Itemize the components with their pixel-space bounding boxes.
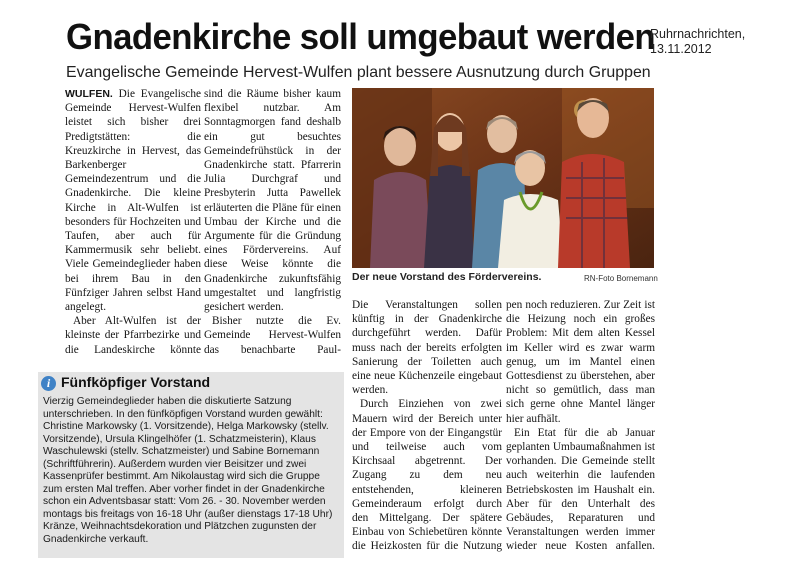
info-box-title: Fünfköpfiger Vorstand bbox=[61, 374, 211, 390]
paragraph: Die Veranstaltungen sollen künftig in der Gnadenkirche durchgeführt werden. Dafür muss nach der bereits erfolgten Sanierung der Toiletten auch eine neue Küchenzeile eingebaut werden. bbox=[352, 299, 502, 397]
publication-date: 13.11.2012 bbox=[650, 42, 712, 56]
paragraph: Aber Alt-Wulfen ist der kleinste der Pfarrbezirke und die Landeskirche könnte bbox=[65, 315, 201, 356]
article-column-1 bbox=[65, 87, 201, 357]
dateline: WULFEN. bbox=[65, 88, 113, 100]
source-name: Ruhrnachrichten, bbox=[650, 27, 746, 41]
paragraph: Ein Etat für die ab Januar geplanten Umbaumaßnahmen ist vorhanden. Die Gemeinde stellt auch weiterhin die laufenden Betriebskosten im Haushalt ein. Aber für den Unterhalt des Gebäudes, Reparaturen und Veranstaltungen werden immer wieder neue Kosten anfallen. bbox=[506, 426, 655, 553]
paragraph: Durch Einziehen von zwei Mauern wird der Bereich unter der Empore von der Eingangstür und teilweise auch vom Kirchsaal abgetrennt. Der Zugang zu dem neu entstehenden, kleineren Gemeinderaum erfolgt durch den Mittelgang. Der spätere Einbau von Schiebetüren könnte die Heizkosten für die Nutzung bbox=[352, 398, 502, 553]
article-column-3 bbox=[352, 298, 502, 553]
subheadline: Evangelische Gemeinde Hervest-Wulfen plant bessere Ausnutzung durch Gruppen bbox=[66, 64, 651, 81]
group-photo-image bbox=[352, 88, 654, 268]
paragraph: Bisher nutzte die Ev. Gemeinde Hervest-Wulfen das benachbarte Paul- bbox=[204, 315, 341, 356]
article-column-4 bbox=[506, 298, 655, 553]
info-icon: i bbox=[41, 376, 56, 391]
photo-caption: Der neue Vorstand des Fördervereins. bbox=[352, 271, 542, 283]
photo-credit: RN-Foto Bornemann bbox=[584, 274, 658, 283]
paragraph: pen noch reduzieren. Zur Zeit ist die Heizung noch ein großes Problem: Mit dem alten Kessel im Keller wird es zwar warm genug, um im Mantel einen Gottesdienst zu überstehen, aber nicht so gemütlich, dass man sich gerne ohne Mantel länger hier aufhält. bbox=[506, 299, 655, 425]
paragraph: sind die Räume bisher kaum flexibel nutzbar. Am Sonntagmorgen fand deshalb ein gut besuchtes Gemeindefrühstück in der Gnadenkirche statt. Pfarrerin Julia Durchgraf und Presbyterin Jutta Pawellek erläuterten die Pläne für einen Umbau der Kirche und die Argumente für die Gründung eines Fördervereins. Auf diese Weise könnte die Gnadenkirche zukunftsfähig umgestaltet und langfristig gesichert werden. bbox=[204, 88, 341, 314]
info-box-text: Vierzig Gemeindeglieder haben die diskutierte Satzung unterschrieben. In den fünfköpfigen Vorstand wurden gewählt: Christine Markowsky (1. Vorsitzende), Helga Markowsky (stellv. Vorsitzende), Ursula Klingelhöfer (1. Schatzmeisterin), Klaus Waschulewski (stellv. Schatzmeister) und Sabine Bornemann (Schriftführerin). Außerdem wurden vier Beisitzer und zwei Kassenprüfer bestimmt. Am Nikolaustag wird sich die Gruppe zum ersten Mal treffen. Aber vorher findet in der Gnadenkirche schon ein Adventsbasar statt: Vom 26. - 30. November werden montags bis freitags von 16-18 Uhr (außer dienstags 17-18 Uhr) Kränze, Weihnachtsdekoration und Plätzchen zugunsten der Gnadenkirche verkauft. bbox=[43, 396, 333, 545]
source-info bbox=[650, 27, 745, 57]
group-photo bbox=[352, 88, 654, 268]
headline: Gnadenkirche soll umgebaut werden bbox=[66, 16, 655, 57]
article-column-2 bbox=[204, 87, 341, 357]
paragraph bbox=[65, 87, 201, 314]
paragraph-text: Die Evangelische Gemeinde Hervest-Wulfen leistet sich bisher drei Predigtstätten: die Kreuzkirche in Hervest, das Barkenberger Gemeindezentrum und die Gnadenkirche. Die kleine Kirche in Alt-Wulfen ist besonders für Hochzeiten und Taufen, aber auch für Kammermusik sehr beliebt. Viele Gemeindeglieder haben bei ihrem Bau in den Fünfziger Jahren selbst Hand angelegt. bbox=[65, 88, 201, 314]
